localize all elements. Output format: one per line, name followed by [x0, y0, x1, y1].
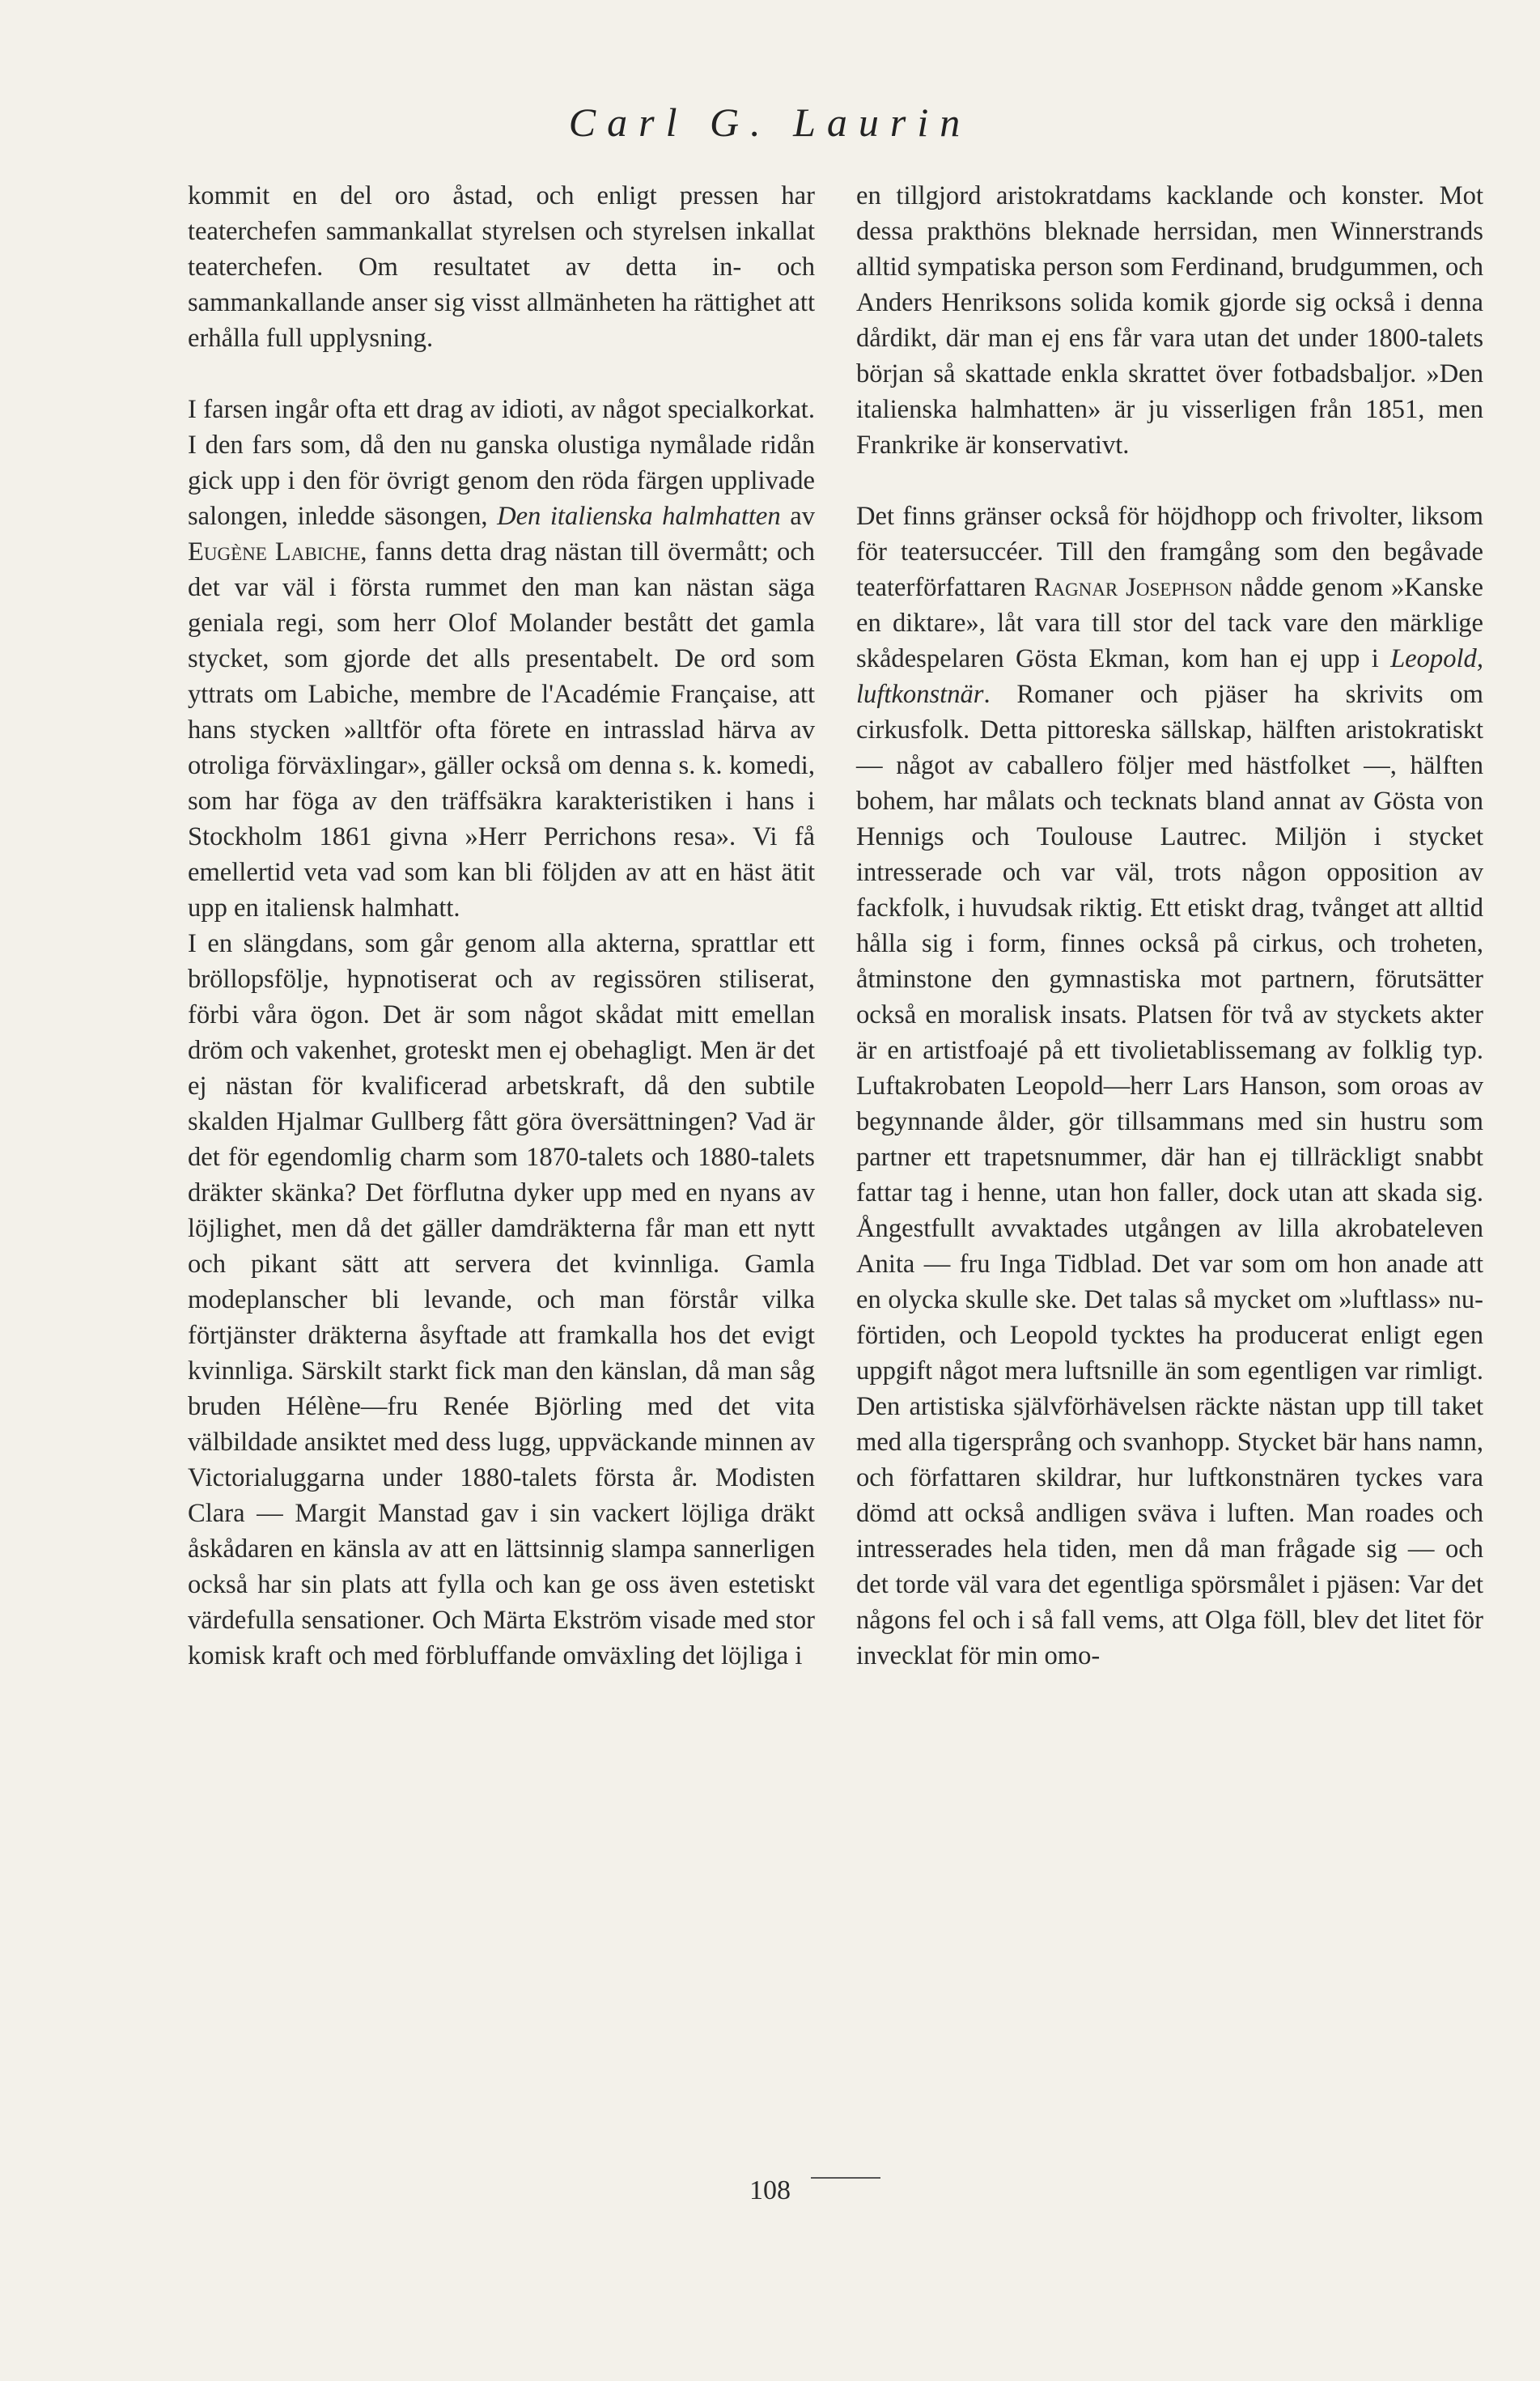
right-column — [856, 178, 1483, 1674]
text-run: nådde genom »Kanske en diktare», låt vara till stor del tack vare den märklige skådespelaren Gösta Ekman, kom han ej upp i — [856, 573, 1483, 673]
paragraph: kommit en del oro åstad, och enligt pressen har teaterchefen sammankallat styrelsen och styrelsen inkallat teaterchefen. Om resultatet av detta in- och sammankallande anser sig visst allmänheten ha rättighet att erhålla full upplysning. — [188, 181, 815, 353]
play-title: Leopold, luftkonstnär — [856, 644, 1483, 709]
play-title: Den italienska halmhatten — [497, 502, 781, 531]
paragraph — [188, 392, 815, 926]
text-run: Det finns gränser också för höjdhopp och frivolter, liksom för teatersuccéer. Till den framgång som den begåvade teaterförfattaren — [856, 502, 1483, 602]
text-run: , fanns detta drag nästan till övermått; och det var väl i första rummet den man kan nästan säga geniala regi, som herr Olof Molander bestått det gamla stycket, som gjorde det alls presentabelt. De ord som yttrats om Labiche, membre de l'Académie Française, att hans stycken »alltför ofta förete en intrasslad härva av otroliga förväxlingar», gäller också om denna s. k. komedi, som har föga av den träffsäkra karakteristiken i hans i Stockholm 1861 givna »Herr Perrichons resa». Vi få emellertid veta vad som kan bli följden av att en häst ätit upp en italiensk halmhatt. — [188, 537, 816, 923]
text-run: I farsen ingår ofta ett drag av idioti, av något specialkorkat. I den fars som, då den nu ganska olustiga nymålade ridån gick upp i den för övrigt genom den röda färgen upplivade salongen, inledde säsongen, — [188, 395, 815, 531]
page-number: 108 — [749, 2175, 791, 2205]
left-column — [188, 178, 815, 1674]
author-name: Eugène Labiche — [188, 537, 361, 567]
paragraph: I en slängdans, som går genom alla akterna, sprattlar ett bröllopsfölje, hypnotiserat och av regissören stiliserat, förbi våra ögon. Det är som något skådat mitt emellan dröm och vakenhet, groteskt men ej obehagligt. Men är det ej nästan för kvalificerad arbetskraft, då den subtile skalden Hjalmar Gullberg fått göra översättningen? Vad är det för egendomlig charm som 1870-talets och 1880-talets dräkter skänka? Det förflutna dyker upp med en nyans av löjlighet, men då det gäller damdräkterna får man ett nytt och pikant sätt att servera det kvinnliga. Gamla modeplanscher bli levande, och man förstår vilka förtjänster dräkterna åsyftade att framkalla hos det evigt kvinnliga. Särskilt starkt fick man den känslan, då man såg bruden Hélène—fru Renée Björling med det vita välbildade ansiktet med dess lugg, uppväckande minnen av Victorialuggarna under 1880-talets första år. Modisten Clara — Margit Manstad gav i sin vackert löjliga dräkt åskådaren en känsla av att en lättsinnig slampa sannerligen också har sin plats att fylla och kan ge oss även estetiskt värdefulla sensationer. Och Märta Ekström visade med stor komisk kraft och med förbluffande omväxling det löjliga i — [188, 929, 815, 1670]
paragraph — [856, 499, 1483, 1674]
author-name: Ragnar Josephson — [1033, 573, 1232, 602]
text-run: . Romaner och pjäser ha skrivits om cirkusfolk. Detta pittoreska sällskap, hälften aristokratiskt — något av caballero följer med hästfolket —, hälften bohem, har målats och tecknats bland annat av Gösta von Hennigs och Toulouse Lautrec. Miljön i stycket intresserade och var väl, trots någon opposition av fackfolk, i huvudsak riktig. Ett etiskt drag, tvånget att alltid hålla sig i form, finnes också på cirkus, och troheten, åtminstone den gymnastiska mot partnern, förutsätter också en moralisk insats. Platsen för två av styckets akter är en artistfoajé på ett tivolietablissemang av folklig typ. Luftakrobaten Leopold—herr Lars Hanson, som oroas av begynnande ålder, gör tillsammans med sin hustru som partner ett trapetsnummer, där han ej tillräckligt snabbt fattar tag i henne, utan hon faller, dock utan att skada sig. Ångestfullt avvaktades utgången av lilla akrobateleven Anita — fru Inga Tidblad. Det var som om hon anade att en olycka skulle ske. Det talas så mycket om »luftlass» nu-förtiden, och Leopold tycktes ha producerat enligt egen uppgift något mera luftsnille än som egentligen var rimligt. Den artistiska självförhävelsen räckte nästan upp till taket med alla tigersprång och svanhopp. Stycket bär hans namn, och författaren skildrar, hur luftkonstnären tyckes vara dömd att också andligen sväva i luften. Man roades och intresserades hela tiden, men då man frågade sig — och det torde väl vara det egentliga spörsmålet i pjäsen: Var det någons fel och i så fall vems, att Olga föll, blev det litet för invecklat för min omo- — [856, 680, 1483, 1670]
running-head: Carl G. Laurin — [568, 100, 972, 145]
paragraph: en tillgjord aristokratdams kacklande och konster. Mot dessa prakthöns bleknade herrsidan, men Winnerstrands alltid sympatiska person som Ferdinand, brudgummen, och Anders Henriksons solida komik gjorde sig också i denna dårdikt, där man ej ens får vara utan det under 1800-talets början så skattade enkla skrattet över fotbadsbaljor. »Den italienska halmhatten» är ju visserligen från 1851, men Frankrike är konservativt. — [856, 181, 1483, 460]
text-run: av — [780, 502, 815, 531]
